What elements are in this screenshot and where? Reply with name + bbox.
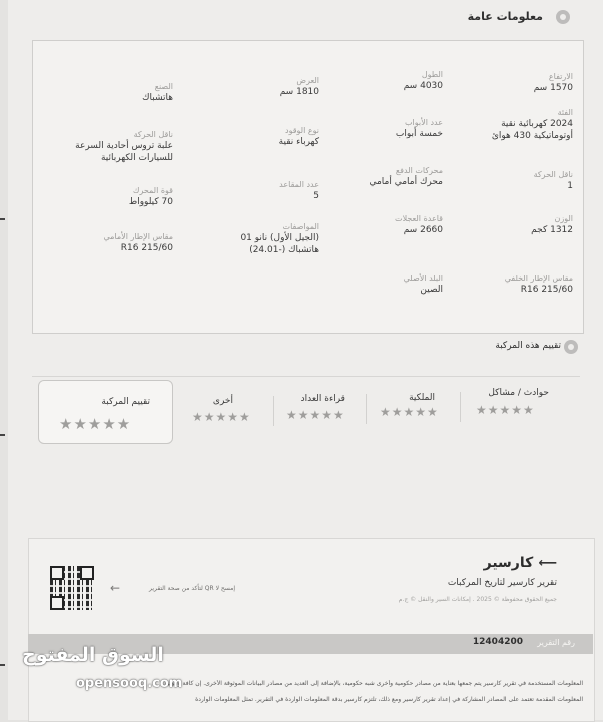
report-rights: جميع الحقوق محفوظة © 2025 . إمكانات السير والنقل © ج.م <box>398 596 557 603</box>
watermark-latin: opensooq.com <box>76 676 183 691</box>
section-bullet-icon <box>564 340 578 354</box>
field-specs: المواصفات (الجيل الأول) نانو 01 هاتشباك (-24.01) <box>240 222 319 255</box>
binding-mark <box>0 664 5 666</box>
field-category: الفئة 2024 كهربائية نقية أوتوماتيكية 430 هوائ <box>491 108 573 141</box>
binding-mark <box>0 218 5 220</box>
watermark-arabic: السوق المفتوح <box>22 644 164 666</box>
general-info-title: معلومات عامة <box>467 10 543 23</box>
qr-code[interactable] <box>50 566 94 610</box>
field-origin: البلد الأصلي الصين <box>403 274 443 295</box>
field-power: قوة المحرك 70 كيلوواط <box>128 186 173 207</box>
overall-rating-stars: ★★★★★ <box>59 415 132 433</box>
report-subtitle: تقرير كارسير لتاريخ المركبات <box>447 578 557 588</box>
field-wheelbase: قاعدة العجلات 2660 سم <box>395 214 443 235</box>
field-doors: عدد الأبواب خمسة أبواب <box>395 118 443 139</box>
disclaimer-line-1: المعلومات المستخدمة في تقرير كارسير يتم جمعها بعناية من مصادر حكومية وأخرى شبه حكومية، بالإضافة إلى العديد من مصادر البيانات الموثوقة الأخرى. إن كافة وثبوتية <box>164 680 583 687</box>
divider <box>273 396 274 426</box>
disclaimer-line-2: المعلومات المقدمة تعتمد على المصادر المشاركة في إعداد تقرير كارسير ومع ذلك، تلتزم كارسير بدقة المعلومات الواردة في التقرير. تمثل المعلومات الواردة <box>195 696 583 703</box>
arrow-left-icon: ← <box>110 581 121 595</box>
rating-label-accidents: حوادث / مشاكل <box>488 388 549 398</box>
report-number: 12404200 <box>472 637 523 647</box>
field-drive: محركات الدفع محرك أمامي أمامي <box>369 166 443 187</box>
rating-label-other: أخرى <box>212 396 233 406</box>
field-width: العرض 1810 سم <box>279 76 319 97</box>
carseer-brand: كارسير <box>483 555 534 571</box>
field-height: الارتفاع 1570 سم <box>533 72 573 93</box>
report-number-label: رقم التقرير <box>537 638 575 647</box>
section-bullet-icon <box>556 10 570 24</box>
scan-hint: إمسح لا QR لتأكد من صحة التقرير <box>149 585 235 592</box>
carseer-logo-icon: ⟵ <box>538 556 557 571</box>
carseer-logo <box>484 552 557 571</box>
field-length: الطول 4030 سم <box>403 70 443 91</box>
divider <box>460 392 461 422</box>
field-front-tire: مقاس الإطار الأمامي R16 215/60 <box>103 232 173 253</box>
opensooq-watermark <box>22 644 192 694</box>
rating-stars-odometer: ★★★★★ <box>286 408 345 422</box>
binding-mark <box>0 434 5 436</box>
field-fuel: نوع الوقود كهرباء نقية <box>278 126 319 147</box>
general-info-card <box>32 40 584 334</box>
rating-title: تقييم هذه المركبة <box>495 341 561 351</box>
overall-rating-box <box>38 380 173 444</box>
rating-label-odometer: قراءة العداد <box>300 394 345 404</box>
field-gear: ناقل الحركة علبة تروس أحادية السرعة للسيارات الكهربائية <box>75 130 173 163</box>
divider <box>366 394 367 424</box>
field-gearbox: ناقل الحركة 1 <box>533 170 573 191</box>
field-weight: الوزن 1312 كجم <box>531 214 573 235</box>
report-page <box>8 0 603 720</box>
field-make: الصنع هاتشباك <box>142 82 173 103</box>
rating-stars-ownership: ★★★★★ <box>380 405 439 419</box>
rating-stars-other: ★★★★★ <box>192 410 251 424</box>
field-seats: عدد المقاعد 5 <box>279 180 319 201</box>
rating-stars-accidents: ★★★★★ <box>476 403 535 417</box>
overall-rating-label: تقييم المركبة <box>101 397 150 407</box>
rating-label-ownership: الملكية <box>409 393 435 403</box>
field-rear-tire: مقاس الإطار الخلفي R16 215/60 <box>504 274 573 295</box>
